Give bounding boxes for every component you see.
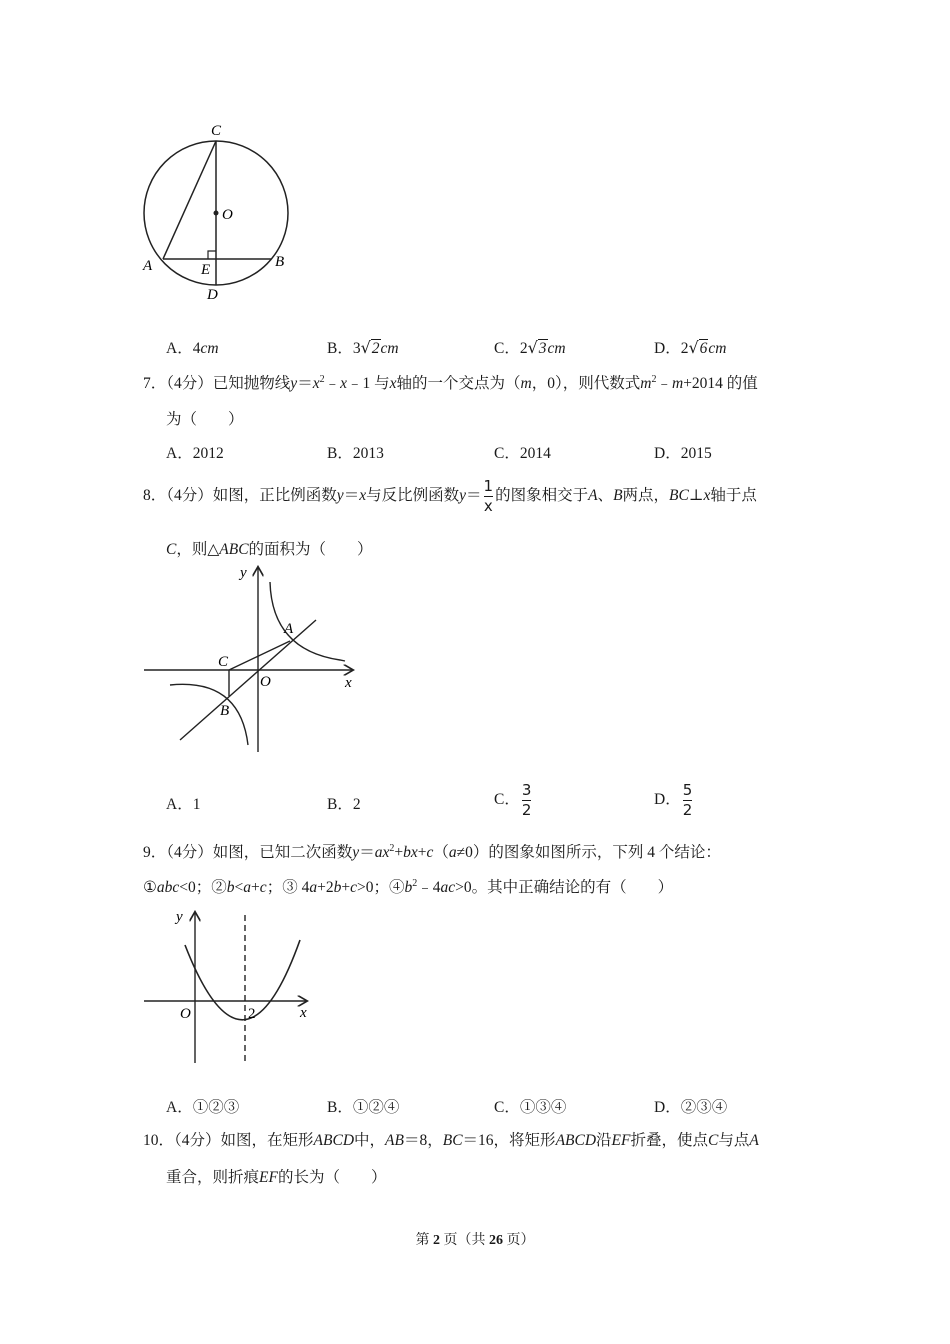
q7-option-c: C．2014	[494, 445, 551, 462]
q10-stem-line2: 重合，则折痕EF的长为（ ）	[166, 1169, 387, 1186]
q9-option-c: C．①③④	[494, 1099, 567, 1116]
fraction-1-over-x: $\frac{1}{x}$	[483, 476, 494, 515]
q9-option-b: B．①②④	[327, 1099, 400, 1116]
label-x: x	[345, 675, 352, 691]
q6-option-d: D．2√6cm	[654, 338, 727, 357]
label-O: O	[222, 207, 233, 223]
label-D: D	[207, 287, 218, 303]
q10-stem: 10．（4分）如图，在矩形ABCD中，AB＝8，BC＝16，将矩形ABCD沿EF折叠，使点C与点A	[143, 1132, 759, 1149]
q7-option-d: D．2015	[654, 445, 712, 462]
hyperbola-figure	[140, 560, 365, 760]
label-A: A	[284, 621, 294, 637]
label-y: y	[240, 565, 247, 581]
q6-option-b: B．3√2cm	[327, 338, 399, 357]
parabola-figure	[140, 905, 320, 1070]
label-C: C	[211, 123, 222, 139]
current-page: 2	[433, 1233, 440, 1248]
q8-stem: 8．（4分）如图，正比例函数y＝x与反比例函数y＝ $\frac{1}{x}$ 的图象相交于A、B两点，BC⊥x轴于点	[143, 476, 757, 515]
label-x: x	[300, 1005, 307, 1021]
q7-stem-line2: 为（ ）	[166, 411, 244, 428]
label-O: O	[180, 1006, 191, 1022]
q8-option-d: D． $\frac{5}{2}$	[654, 780, 693, 819]
q8-option-b: B．2	[327, 796, 361, 813]
q7-option-a: A．2012	[166, 445, 224, 462]
total-pages: 26	[489, 1233, 503, 1248]
q9-option-d: D．②③④	[654, 1099, 728, 1116]
label-E: E	[201, 262, 211, 278]
q7-stem: 7．（4分）已知抛物线$y=x^2﹣x﹣1$ 与x轴的一个交点为（m，0），则代数式$m^2﹣m+2014$ 的值	[143, 373, 758, 392]
q8-option-c: C． $\frac{3}{2}$	[494, 780, 532, 819]
label-2: 2	[248, 1006, 256, 1022]
q9-option-a: A．①②③	[166, 1099, 240, 1116]
q6-option-c: C．2√3cm	[494, 338, 566, 357]
label-A: A	[143, 258, 153, 274]
label-C: C	[218, 654, 229, 670]
fraction-3-over-2: $\frac{3}{2}$	[521, 780, 532, 819]
q9-stem: 9．（4分）如图，已知二次函数$y=ax^2+bx+c(a\ne 0)$的图象如图所示，下列 4 个结论：	[143, 842, 721, 861]
fraction-5-over-2: $\frac{5}{2}$	[682, 780, 693, 819]
q8-option-a: A．1	[166, 796, 201, 813]
q8-stem-line2: C，则△ABC的面积为（ ）	[166, 541, 373, 558]
label-O: O	[260, 674, 271, 690]
q6-option-a: A．4cm	[166, 340, 219, 357]
circle-figure	[135, 118, 305, 308]
page-footer: 第 2 页（共 26 页）	[415, 1233, 535, 1248]
label-y: y	[176, 909, 183, 925]
q7-option-b: B．2013	[327, 445, 384, 462]
q9-stem-line2: ①abc<0；②b<a+c；③ 4a+2b+c>0；$④b^2﹣4ac>0$。其中正确结论的有（ ）	[143, 877, 674, 896]
label-B: B	[275, 254, 285, 270]
label-B: B	[220, 703, 230, 719]
